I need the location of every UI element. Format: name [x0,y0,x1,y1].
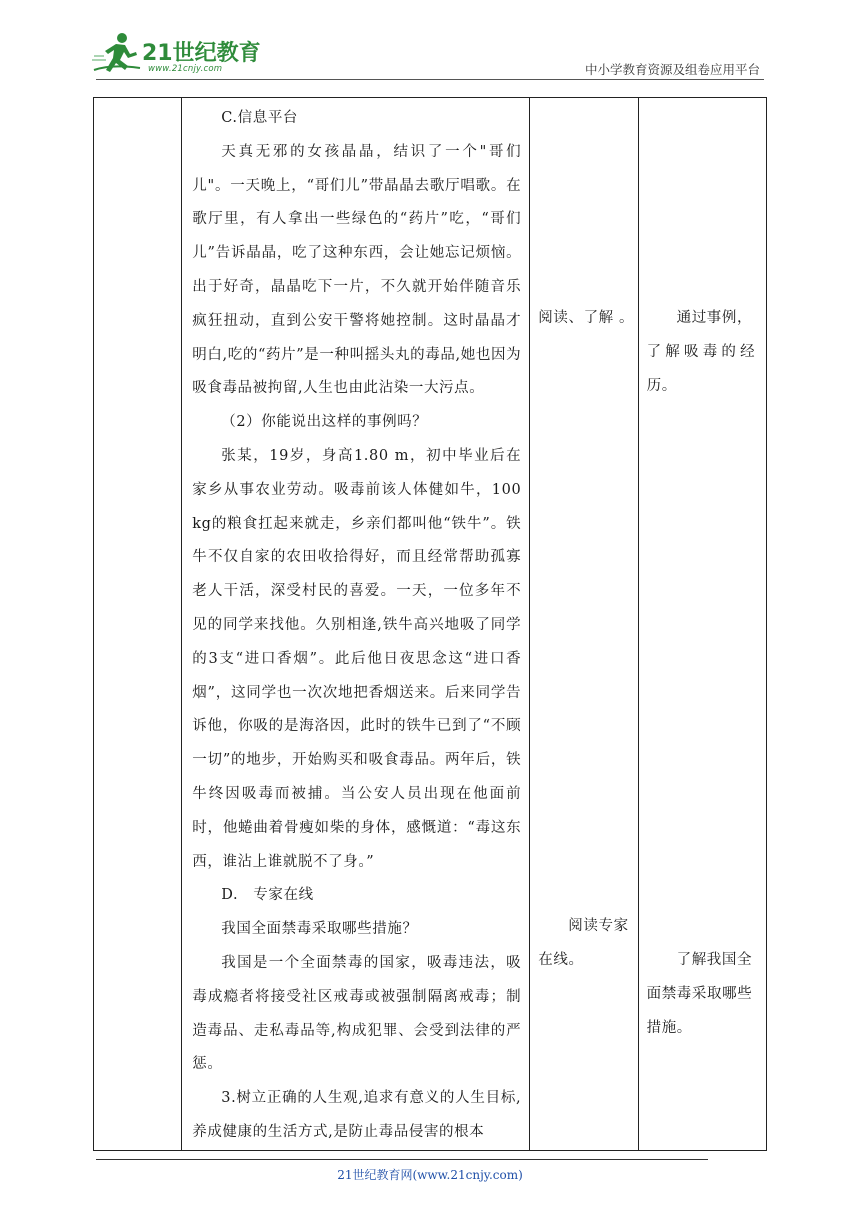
student-activity-cell [530,98,638,1151]
intent-2a: 了解我国全 [676,952,753,968]
intent-2c: 措施。 [646,1020,692,1036]
story-jingjing: 天真无邪的女孩晶晶，结识了一个"哥们儿"。一天晚上，“哥们儿”带晶晶去歌厅唱歌。在歌厅里，有人拿出一些绿色的“药片”吃，“哥们儿”告诉晶晶，吃了这种东西，会让她忘记烦恼。出于好奇，晶晶吃下一片，不久就开始伴随音乐疯狂扭动，直到公安干警将她控制。这时晶晶才明白,吃的“药片”是一种叫摇头丸的毒品,她也因为吸食毒品被拘留,人生也由此沾染一大污点。 [192,143,522,397]
page-header [0,0,860,90]
intent-1b: 了解吸毒的经 [646,344,759,360]
question-examples: （2）你能说出这样的事例吗？ [221,414,428,431]
stage-cell [94,98,182,1151]
footer-link[interactable]: 21世纪教育网(www.21cnjy.com) [337,1168,523,1182]
section-info-platform: C.信息平台 [221,110,299,126]
design-intent-cell [638,98,766,1151]
header-divider [96,79,764,80]
intent-1a: 通过事例， [676,310,753,326]
student-activity-1: 阅读、了解 。 [538,310,635,326]
lesson-table [93,97,767,1151]
point-3: 3.树立正确的人生观,追求有意义的人生目标,养成健康的生活方式,是防止毒品侵害的根本 [192,1090,522,1140]
answer-measures: 我国是一个全面禁毒的国家，吸毒违法，吸毒成瘾者将接受社区戒毒或被强制隔离戒毒；制造毒品、走私毒品等,构成犯罪、会受到法律的严惩。 [192,954,522,1073]
intent-2b: 面禁毒采取哪些 [646,986,753,1002]
intent-1c: 历。 [646,378,677,394]
footer-divider [96,1159,708,1160]
platform-name: 中小学教育资源及组卷应用平台 [584,62,760,77]
section-expert-online: D. 专家在线 [221,887,314,904]
table-row [94,98,767,1151]
logo [92,30,262,80]
student-activity-2a: 阅读专家 [568,918,629,934]
story-tieniu: 张某，19岁，身高1.80 m，初中毕业后在家乡从事农业劳动。吸毒前该人体健如牛，100 kg的粮食扛起来就走，乡亲们都叫他“铁牛”。铁牛不仅自家的农田收拾得好，而且经常帮助孤寡老人干活，深受村民的喜爱。一天，一位多年不见的同学来找他。久别相逢,铁牛高兴地吸了同学的3支“进口香烟”。此后他日夜思念这“进口香烟”，这同学也一次次地把香烟送来。后来同学告诉他，你吸的是海洛因，此时的铁牛已到了“不顾一切”的地步，开始购买和吸食毒品。两年后，铁牛终因吸毒而被捕。当公安人员出现在他面前时，他蜷曲着骨瘦如柴的身体，感慨道：“毒这东西，谁沾上谁就脱不了身。” [192,447,522,870]
question-measures: 我国全面禁毒采取哪些措施？ [221,921,418,938]
teacher-activity-cell [182,98,530,1151]
student-activity-2b: 在线。 [538,952,584,968]
logo-url: www.21cnjy.com [148,64,223,74]
logo-text: 21世纪教育 [142,41,261,66]
runner-logo-icon [92,30,142,76]
